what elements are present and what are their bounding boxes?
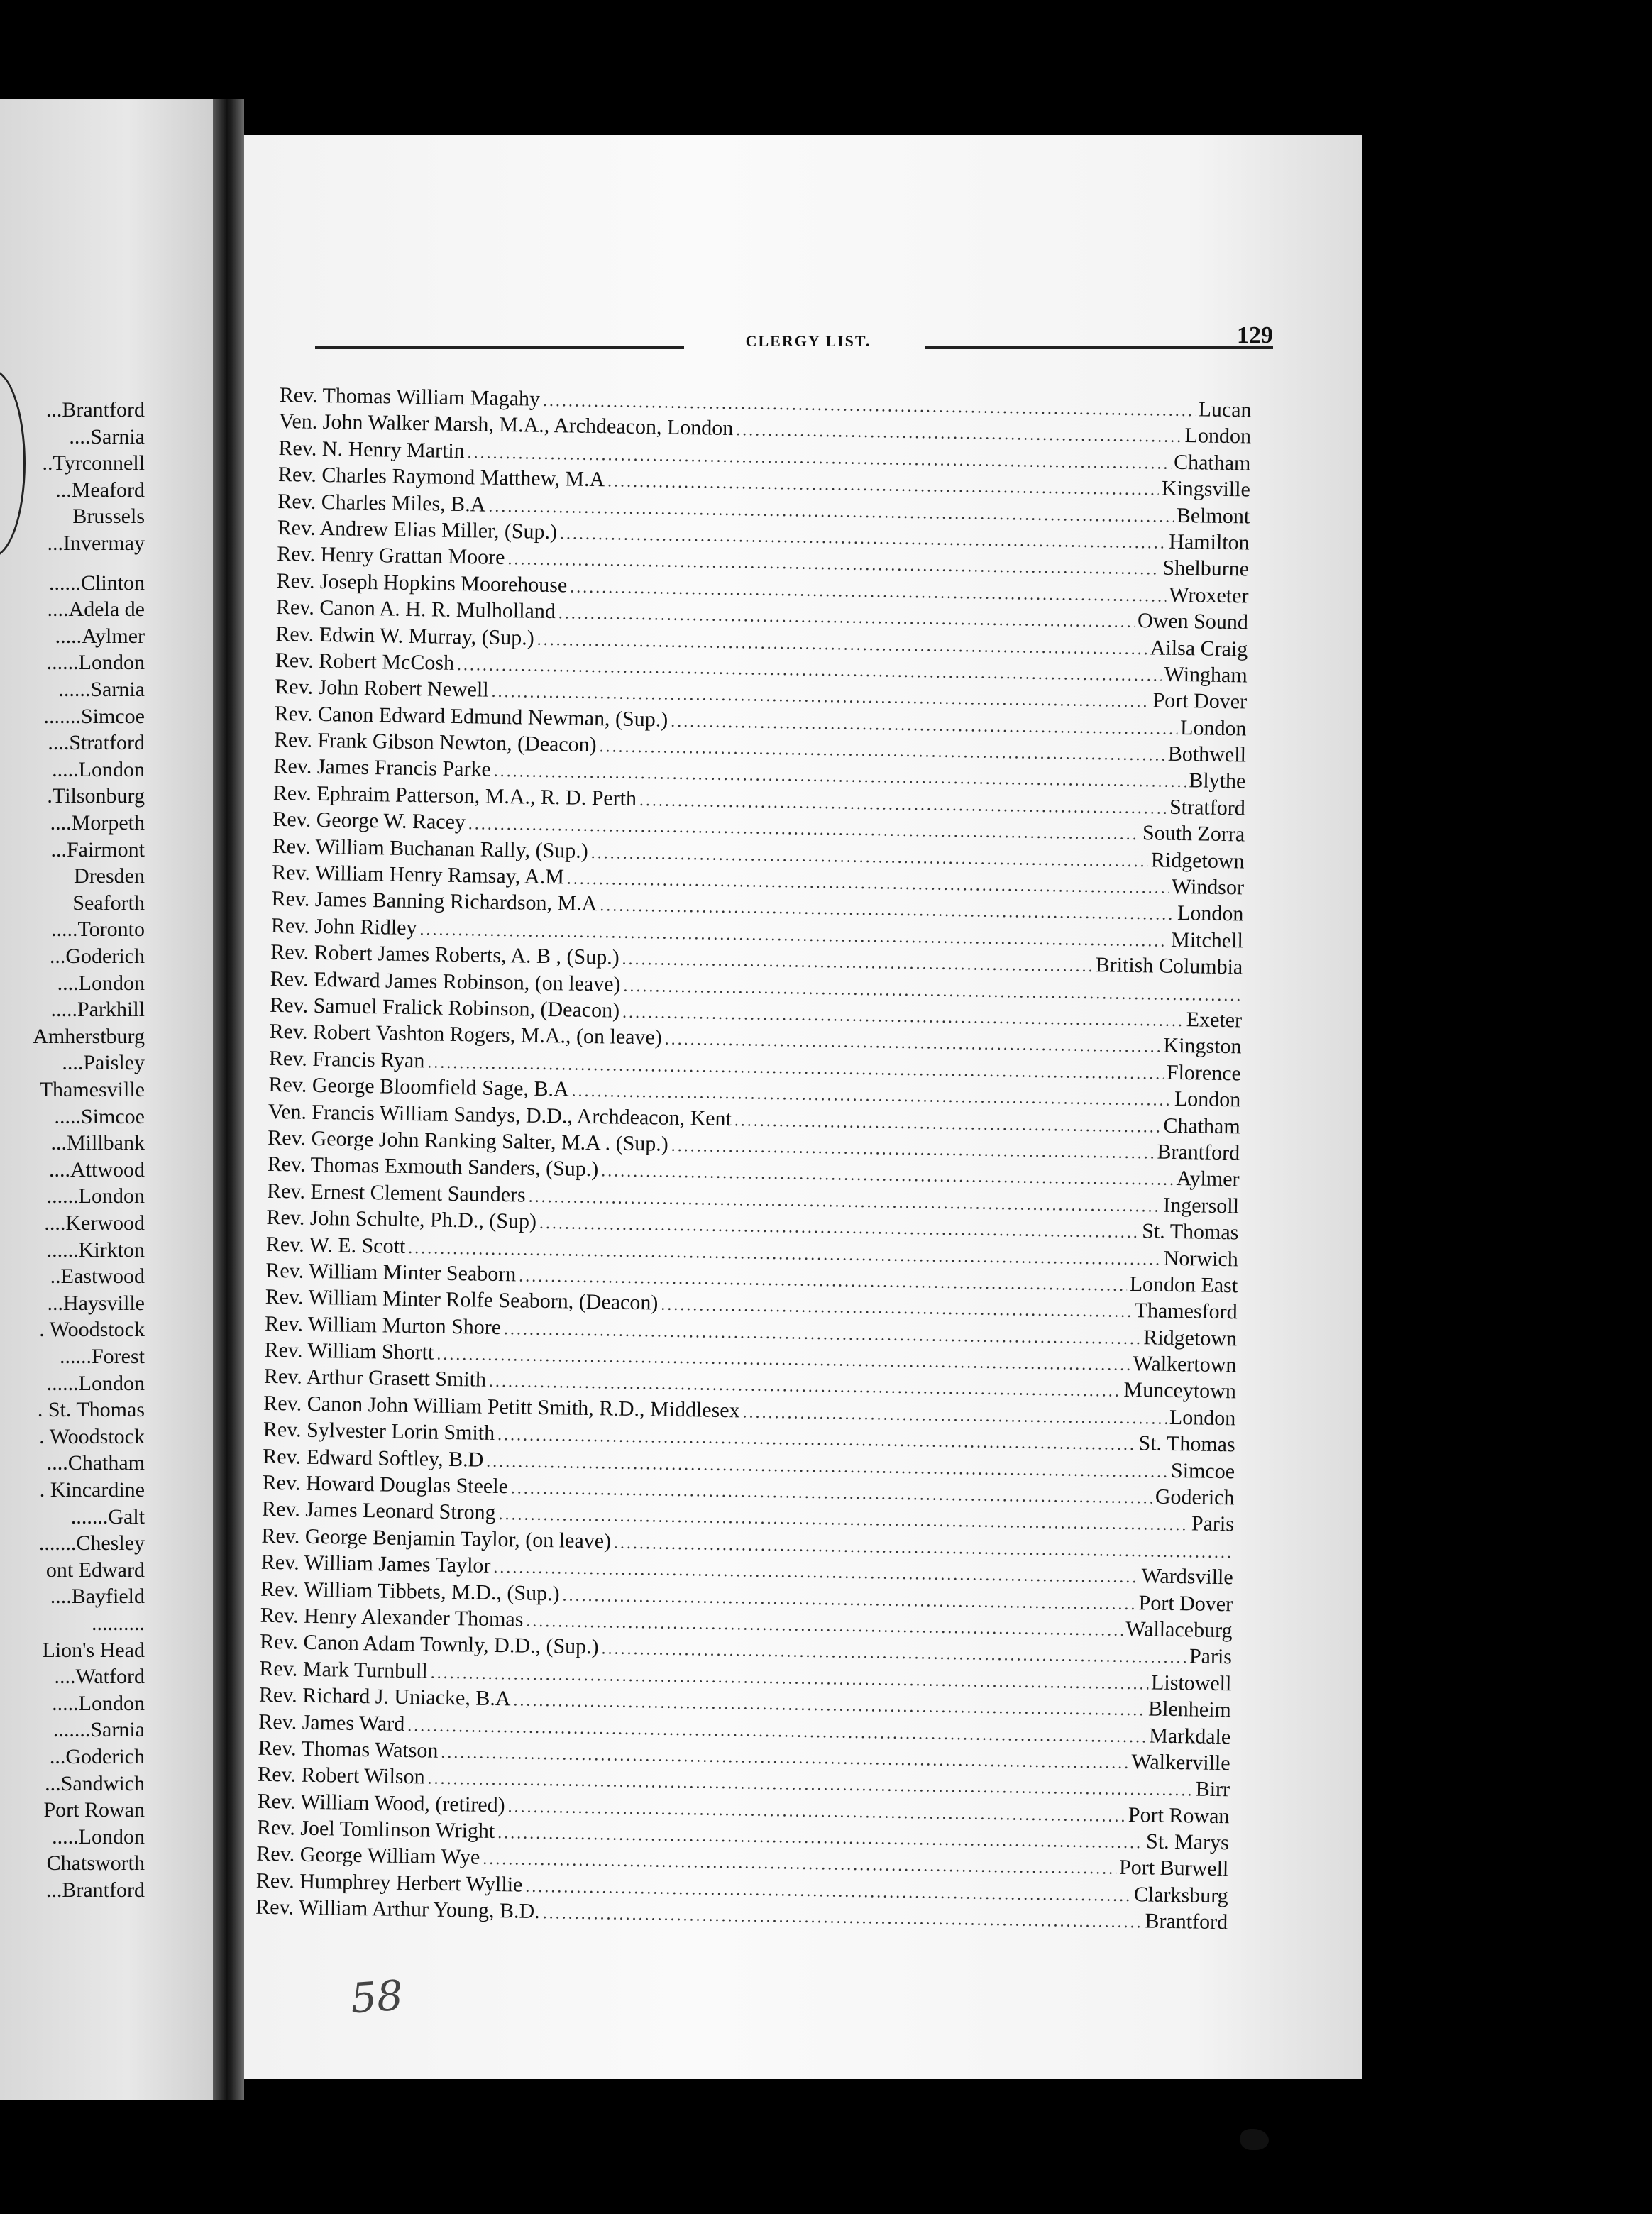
clergy-parish: Port Dover: [1152, 688, 1248, 714]
clergy-parish: Blythe: [1189, 769, 1246, 793]
previous-page-entry: ....Morpeth: [50, 811, 145, 835]
previous-page-entry: ....Attwood: [49, 1157, 145, 1182]
clergy-name: Rev. John Robert Newell: [275, 675, 489, 702]
clergy-list: [255, 383, 1252, 1937]
clergy-parish: Ailsa Craig: [1150, 635, 1248, 661]
previous-page-entry: ....Sarnia: [69, 424, 145, 448]
clergy-parish: Wallaceburg: [1125, 1617, 1233, 1643]
clergy-name: Rev. John Ridley: [270, 913, 417, 940]
clergy-name: Rev. James Ward: [258, 1709, 405, 1736]
clergy-parish: Shelburne: [1162, 556, 1250, 581]
clergy-name: Rev. Howard Douglas Steele: [262, 1470, 509, 1499]
previous-page-entry: ......Forest: [60, 1345, 145, 1368]
clergy-name: Rev. Henry Grattan Moore: [276, 542, 505, 570]
clergy-parish: Ridgetown: [1150, 848, 1245, 874]
clergy-name: Rev. Robert Vashton Rogers, M.A., (on leave): [269, 1020, 663, 1050]
clergy-name: Rev. Thomas William Magahy: [279, 383, 541, 411]
clergy-parish: Hamilton: [1169, 529, 1250, 555]
clergy-parish: Munceytown: [1123, 1378, 1237, 1404]
clergy-name: Rev. Canon John William Petitt Smith, R.D., Middlesex: [263, 1391, 740, 1423]
clergy-parish: London: [1169, 1405, 1236, 1431]
clergy-parish: Norwich: [1163, 1246, 1239, 1271]
previous-page-entry: .....London: [52, 1824, 145, 1849]
previous-page-entry: .....London: [52, 1691, 145, 1715]
previous-page-entry: ......Sarnia: [58, 678, 145, 701]
clergy-parish: Walkertown: [1133, 1352, 1237, 1377]
clergy-parish: Wroxeter: [1169, 583, 1249, 608]
clergy-parish: Ingersoll: [1163, 1193, 1240, 1218]
clergy-parish: Florence: [1166, 1060, 1242, 1086]
clergy-parish: British Columbia: [1095, 953, 1243, 979]
clergy-name: Rev. Robert Wilson: [257, 1763, 425, 1789]
clergy-parish: Paris: [1191, 1511, 1235, 1536]
previous-page-entry: . Kincardine: [39, 1478, 145, 1502]
page-number: 129: [1237, 322, 1273, 348]
clergy-name: Rev. James Banning Richardson, M.A: [271, 887, 598, 916]
dot-leader: [742, 1403, 1167, 1428]
previous-page-entry: ont Edward: [45, 1558, 145, 1582]
clergy-parish: Port Rowan: [1128, 1802, 1230, 1828]
clergy-name: Rev. Edward James Robinson, (on leave): [270, 966, 621, 996]
clergy-name: Rev. George W. Racey: [272, 808, 466, 835]
clergy-parish: Goderich: [1155, 1485, 1235, 1510]
circled-annotation: [0, 369, 26, 558]
previous-page-entry: ....Paisley: [62, 1051, 145, 1075]
previous-page-entry: ....Watford: [54, 1665, 145, 1689]
clergy-name: Rev. Ephraim Patterson, M.A., R. D. Perth: [272, 781, 637, 810]
clergy-parish: Port Burwell: [1118, 1856, 1229, 1881]
previous-page-entry: ..Tyrconnell: [42, 451, 145, 475]
clergy-name: Rev. George Bloomfield Sage, B.A: [268, 1073, 569, 1101]
dot-leader: [622, 950, 1092, 976]
previous-page-entry: Seaforth: [72, 891, 145, 915]
clergy-parish: Windsor: [1171, 874, 1245, 900]
clergy-parish: Clarksburg: [1133, 1883, 1228, 1908]
clergy-parish: Blenheim: [1147, 1697, 1232, 1722]
previous-page-entry: .......Sarnia: [53, 1718, 145, 1742]
clergy-name: Rev. James Francis Parke: [273, 754, 492, 782]
previous-page-entry: ...Haysville: [47, 1291, 145, 1315]
previous-page-entry: . Woodstock: [39, 1424, 145, 1448]
clergy-parish: Mitchell: [1170, 927, 1244, 953]
previous-page-entry: ....Adela de: [47, 597, 145, 622]
clergy-parish: Stratford: [1169, 795, 1246, 820]
clergy-parish: Chatham: [1163, 1113, 1240, 1138]
previous-page-entry: .Tilsonburg: [47, 784, 145, 808]
previous-page-entry: ......Kirkton: [46, 1238, 145, 1262]
clergy-parish: Markdale: [1149, 1724, 1231, 1748]
clergy-parish: Port Dover: [1138, 1590, 1233, 1616]
clergy-parish: Kingston: [1163, 1034, 1242, 1059]
clergy-parish: Listowell: [1150, 1670, 1232, 1696]
clergy-name: Rev. Andrew Elias Miller, (Sup.): [277, 515, 558, 544]
clergy-name: Rev. William Shortt: [264, 1338, 434, 1365]
previous-page-entry: ...Meaford: [55, 478, 145, 502]
previous-page-entry: ...Sandwich: [45, 1771, 145, 1795]
previous-page-entry: ......London: [46, 1371, 145, 1395]
clergy-name: Rev. William Minter Seaborn: [265, 1258, 517, 1287]
clergy-name: Rev. Charles Raymond Matthew, M.A: [277, 463, 605, 492]
previous-page-entry: .....Parkhill: [50, 998, 145, 1022]
clergy-name: Rev. N. Henry Martin: [278, 436, 465, 463]
clergy-parish: Brantford: [1157, 1140, 1240, 1165]
previous-page-entry: .......Simcoe: [43, 704, 145, 728]
header-rule-right: [925, 346, 1273, 349]
clergy-parish: Brantford: [1145, 1909, 1228, 1934]
clergy-name: Rev. Mark Turnbull: [259, 1656, 429, 1683]
clergy-parish: St. Thomas: [1138, 1431, 1235, 1457]
page: [244, 135, 1362, 2079]
clergy-parish: St. Marys: [1145, 1829, 1230, 1855]
clergy-name: Rev. W. E. Scott: [265, 1232, 406, 1258]
clergy-name: Rev. Frank Gibson Newton, (Deacon): [273, 728, 597, 757]
clergy-parish: Paris: [1189, 1644, 1233, 1669]
clergy-name: Ven. Francis William Sandys, D.D., Archdeacon, Kent: [268, 1099, 732, 1130]
clergy-name: Rev. Richard J. Uniacke, B.A: [258, 1682, 511, 1711]
clergy-parish: Kingsville: [1161, 476, 1251, 502]
dot-leader: [661, 1296, 1132, 1322]
clergy-parish: London: [1177, 901, 1244, 926]
previous-page-entry: Amherstburg: [33, 1024, 145, 1048]
previous-page-entry: .......Galt: [70, 1504, 145, 1529]
dot-leader: [542, 1904, 1142, 1932]
clergy-name: Rev. Henry Alexander Thomas: [260, 1603, 524, 1631]
clergy-parish: Lucan: [1198, 397, 1252, 422]
previous-page-entry: ..Eastwood: [50, 1265, 145, 1289]
previous-page-entry: Dresden: [74, 864, 145, 888]
previous-page-entry: ....Stratford: [48, 731, 145, 755]
previous-page-entry: .....Simcoe: [54, 1104, 145, 1128]
clergy-name: Rev. George William Wye: [256, 1842, 480, 1870]
clergy-name: Rev. Ernest Clement Saunders: [266, 1179, 526, 1207]
clergy-name: Rev. Charles Miles, B.A: [277, 489, 486, 517]
clergy-name: Rev. George Benjamin Taylor, (on leave): [261, 1524, 612, 1553]
running-head: [315, 322, 1273, 375]
clergy-name: Rev. William James Taylor: [260, 1550, 491, 1578]
clergy-parish: Simcoe: [1170, 1458, 1235, 1483]
previous-page-entry: ......London: [46, 1184, 145, 1208]
clergy-name: Rev. William Murton Shore: [264, 1311, 502, 1339]
previous-page-entry: . St. Thomas: [37, 1398, 145, 1422]
clergy-name: Rev. William Tibbets, M.D., (Sup.): [260, 1577, 560, 1605]
clergy-name: Rev. Samuel Fralick Robinson, (Deacon): [269, 993, 620, 1023]
clergy-name: Rev. Edward Softley, B.D: [262, 1444, 484, 1472]
clergy-parish: Aylmer: [1176, 1167, 1240, 1191]
clergy-name: Rev. Joel Tomlinson Wright: [256, 1815, 495, 1844]
previous-page-entry: ...Goderich: [49, 1745, 145, 1768]
dot-leader: [736, 422, 1182, 448]
clergy-name: Rev. William Wood, (retired): [257, 1789, 505, 1817]
page-title: CLERGY LIST.: [745, 332, 871, 350]
handwritten-note: 58: [348, 1971, 405, 2023]
previous-page-entry: Chatsworth: [46, 1851, 145, 1876]
previous-page-entry: .....London: [52, 757, 145, 781]
clergy-parish: London: [1179, 715, 1247, 741]
clergy-parish: Exeter: [1186, 1008, 1243, 1032]
clergy-name: Rev. William Buchanan Rally, (Sup.): [272, 834, 589, 863]
dot-leader: [734, 1111, 1161, 1137]
clergy-parish: Wingham: [1164, 662, 1248, 688]
clergy-name: Rev. Robert James Roberts, A. B , (Sup.): [270, 940, 620, 969]
book-gutter: [213, 99, 244, 2100]
previous-page-entry: . Woodstock: [39, 1318, 145, 1342]
clergy-parish: Ridgetown: [1143, 1325, 1238, 1351]
clergy-parish: Walkerville: [1131, 1750, 1230, 1775]
clergy-name: Rev. William Henry Ramsay, A.M: [271, 860, 565, 889]
previous-page-entry: .....Toronto: [50, 918, 145, 942]
previous-page-entry: ......London: [46, 651, 145, 675]
clergy-name: Rev. John Schulte, Ph.D., (Sup): [266, 1205, 537, 1233]
clergy-name: Rev. Sylvester Lorin Smith: [263, 1418, 495, 1445]
previous-page-entry: ....Kerwood: [44, 1211, 145, 1235]
previous-page-entry: ...Brantford: [45, 1878, 145, 1902]
clergy-parish: Thamesford: [1134, 1299, 1238, 1324]
previous-page-entry: Port Rowan: [43, 1798, 145, 1822]
clergy-parish: London: [1184, 424, 1252, 448]
previous-page-entry: ....Bayfield: [50, 1585, 145, 1609]
previous-page-entry: ...Goderich: [49, 944, 145, 968]
ink-blot: [1240, 2129, 1269, 2150]
clergy-parish: St. Thomas: [1141, 1219, 1239, 1245]
clergy-name: Rev. George John Ranking Salter, M.A . (Sup.): [268, 1125, 669, 1156]
previous-page-entry: ...Fairmont: [50, 837, 145, 861]
clergy-name: Rev. Canon Edward Edmund Newman, (Sup.): [274, 701, 668, 732]
previous-page-entry: ....London: [57, 971, 145, 995]
previous-page-entry: ..........: [92, 1612, 145, 1635]
clergy-name: Rev. James Leonard Strong: [261, 1497, 496, 1525]
previous-page-entry: .....Aylmer: [55, 624, 145, 648]
clergy-name: Rev. Humphrey Herbert Wyllie: [255, 1868, 523, 1897]
clergy-name: Rev. Thomas Exmouth Sanders, (Sup.): [267, 1152, 599, 1182]
clergy-name: Rev. Thomas Watson: [258, 1736, 439, 1763]
clergy-name: Rev. Joseph Hopkins Moorehouse: [276, 568, 568, 597]
clergy-parish: South Zorra: [1142, 821, 1245, 847]
clergy-name: Rev. Edwin W. Murray, (Sup.): [275, 622, 535, 650]
previous-page-entry: ....Chatham: [46, 1451, 145, 1475]
clergy-name: Rev. William Minter Rolfe Seaborn, (Deacon): [265, 1285, 659, 1315]
previous-page-entry: Lion's Head: [42, 1638, 145, 1662]
clergy-parish: Bothwell: [1167, 742, 1247, 767]
previous-page-entry: Thamesville: [39, 1078, 145, 1101]
clergy-parish: Owen Sound: [1137, 609, 1249, 634]
header-rule-left: [315, 346, 684, 349]
previous-page-entry: ......Clinton: [48, 571, 145, 595]
clergy-name: Rev. Canon Adam Townly, D.D., (Sup.): [259, 1630, 599, 1659]
previous-page-fragment: [0, 99, 213, 2100]
previous-page-entry: ...Millbank: [50, 1131, 145, 1155]
clergy-name: Rev. William Arthur Young, B.D.: [255, 1895, 540, 1924]
clergy-parish: London: [1174, 1087, 1241, 1112]
clergy-name: Rev. Robert McCosh: [275, 648, 455, 675]
previous-page-entry: ...Brantford: [45, 398, 145, 422]
clergy-parish: Belmont: [1176, 503, 1250, 529]
clergy-name: Rev. Canon A. H. R. Mulholland: [275, 595, 556, 624]
clergy-name: Ven. John Walker Marsh, M.A., Archdeacon, London: [278, 409, 734, 441]
clergy-name: Rev. Arthur Grasett Smith: [263, 1365, 487, 1392]
previous-page-entry: Brussels: [72, 505, 145, 529]
previous-page-entry: .......Chesley: [38, 1531, 145, 1555]
clergy-name: Rev. Francis Ryan: [268, 1046, 425, 1073]
clergy-parish: Chatham: [1173, 450, 1251, 475]
clergy-parish: Birr: [1195, 1777, 1230, 1802]
previous-page-entry: ...Invermay: [47, 532, 145, 555]
clergy-parish: Wardsville: [1141, 1564, 1233, 1590]
clergy-parish: London East: [1129, 1272, 1238, 1298]
